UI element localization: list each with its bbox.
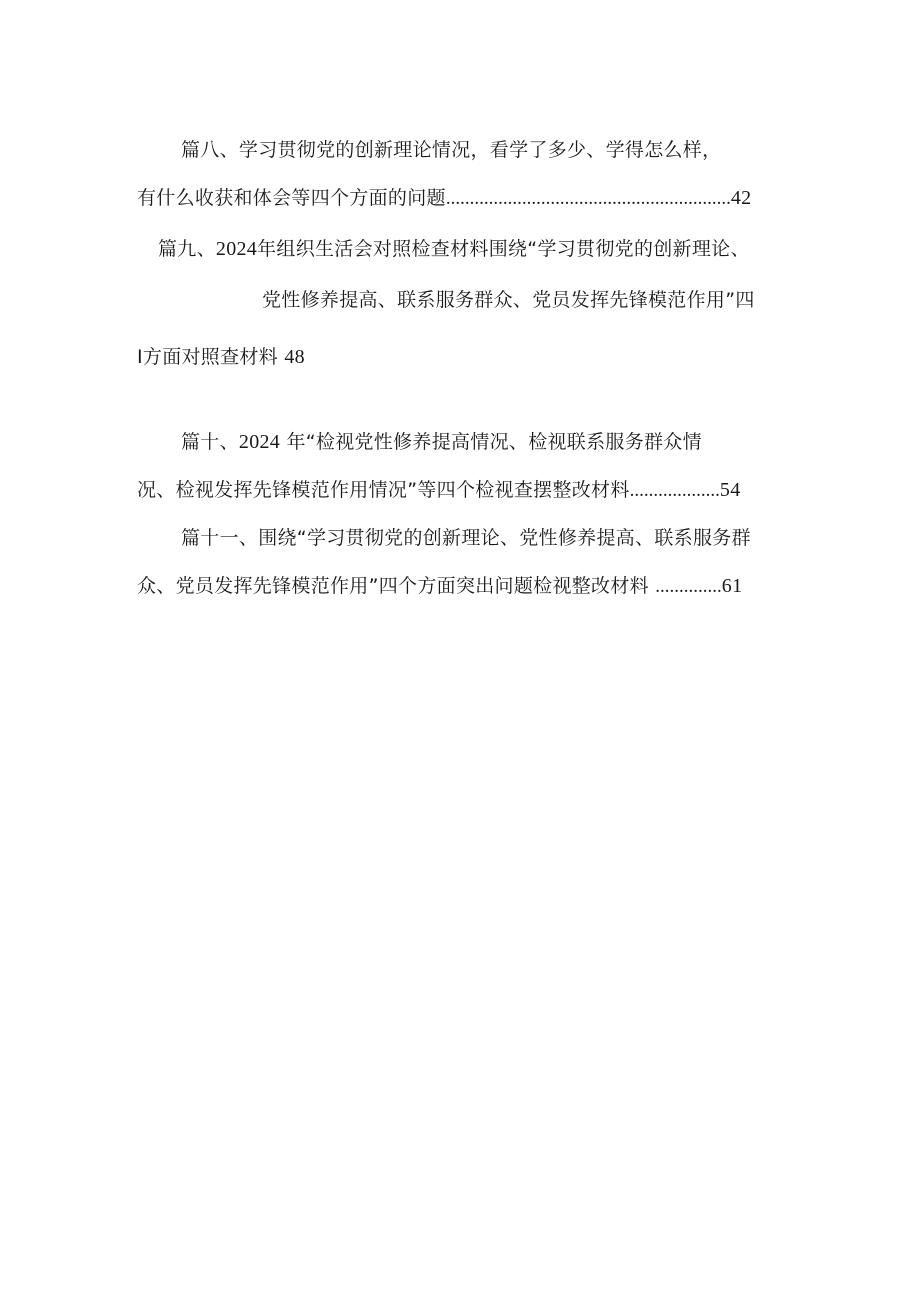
toc-entry-8-line-2[interactable] <box>137 186 751 211</box>
toc-entry-9-title-end: I方面对照查材料 <box>137 346 279 368</box>
toc-entry-10-line-2[interactable] <box>137 478 741 503</box>
toc-leader-dots: ............................................................ <box>445 188 731 209</box>
toc-leader-dots: .............. <box>655 576 722 597</box>
toc-entry-10-title-end: 况、检视发挥先锋模范作用情况”等四个检视查摆整改材料 <box>137 479 630 501</box>
toc-entry-11-line-2[interactable] <box>137 574 742 599</box>
toc-entry-11-line-1: 篇十一、围绕“学习贯彻党的创新理论、党性修养提高、联系服务群 <box>181 527 751 549</box>
toc-entry-9-line-1: 篇九、2024年组织生活会对照检查材料围绕“学习贯彻党的创新理论、 <box>158 238 750 260</box>
toc-page-number: 61 <box>721 575 743 597</box>
toc-leader-dots: ................... <box>629 480 720 501</box>
toc-page-number: 48 <box>284 346 305 368</box>
toc-entry-9-line-3[interactable] <box>137 345 305 369</box>
toc-page-number: 54 <box>719 479 741 501</box>
toc-entry-10-line-1: 篇十、2024 年“检视党性修养提高情况、检视联系服务群众情 <box>181 431 702 453</box>
toc-entry-11-title-end: 众、党员发挥先锋模范作用”四个方面突出问题检视整改材料 <box>137 575 649 597</box>
toc-entry-9-line-2: 党性修养提高、联系服务群众、党员发挥先锋模范作用”四 <box>262 289 755 311</box>
toc-entry-8-line-1: 篇八、学习贯彻党的创新理论情况，看学了多少、学得怎么样， <box>181 139 722 161</box>
toc-page-number: 42 <box>730 187 752 209</box>
toc-entry-8-title-end: 有什么收获和体会等四个方面的问题 <box>137 187 446 209</box>
